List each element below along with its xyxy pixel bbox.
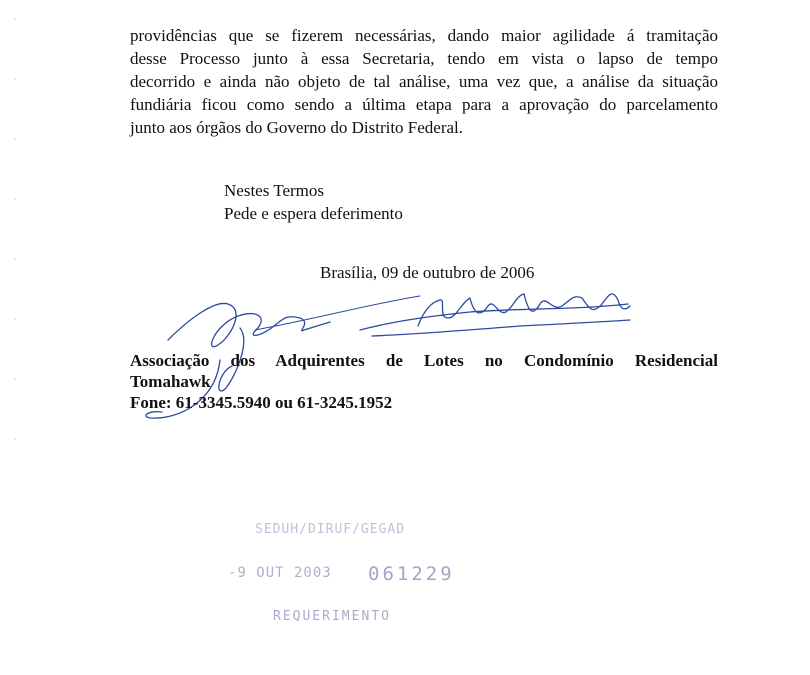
body-line: providências que se fizerem necessárias, dando maior agilidade á tramitação <box>130 26 718 45</box>
closing-line-terms: Nestes Termos <box>224 181 325 200</box>
body-paragraph <box>130 24 718 139</box>
organization-phone: Fone: 61-3345.5940 ou 61-3245.1952 <box>130 393 393 412</box>
body-line: junto aos órgãos do Governo do Distrito Federal. <box>130 118 464 137</box>
body-line: decorrido e ainda não objeto de tal análise, uma vez que, a análise da situação <box>130 72 718 91</box>
organization-block <box>130 350 718 413</box>
organization-name-cont: Tomahawk <box>130 372 211 391</box>
stamp-department: SEDUH/DIRUF/GEGAD <box>255 522 406 537</box>
date-line: Brasília, 09 de outubro de 2006 <box>320 263 535 282</box>
closing-block <box>224 179 403 225</box>
stamp-number: 061229 <box>368 563 455 585</box>
scan-edge-mark <box>14 18 16 468</box>
signature-left-stroke <box>255 296 420 330</box>
organization-name: Associação dos Adquirentes de Lotes no Condomínio Residencial <box>130 351 718 370</box>
stamp-doc-type: REQUERIMENTO <box>273 609 391 624</box>
body-line: desse Processo junto à essa Secretaria, tendo em vista o lapso de tempo <box>130 49 718 68</box>
body-line: fundiária ficou como sendo a última etapa para a aprovação do parcelamento <box>130 95 718 114</box>
closing-line-request: Pede e espera deferimento <box>224 204 403 223</box>
stamp-date: -9 OUT 2003 <box>228 565 332 581</box>
signature-right <box>360 294 630 336</box>
